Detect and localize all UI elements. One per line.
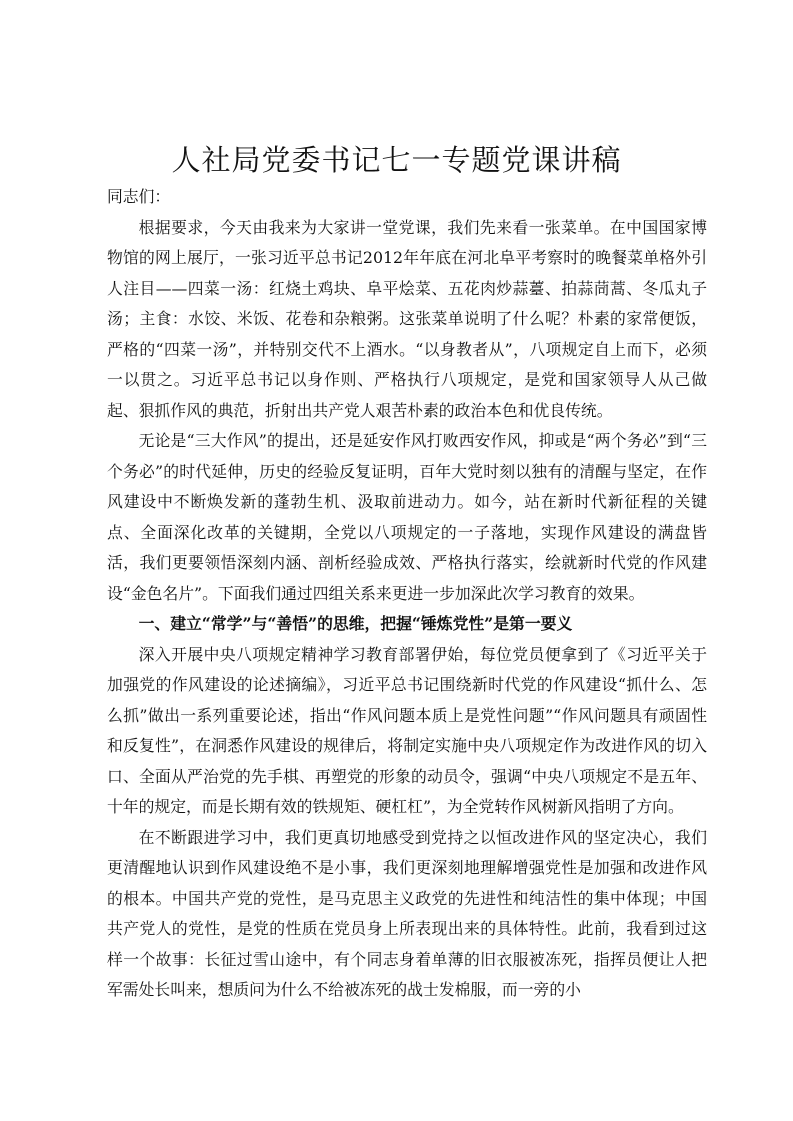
paragraph-intro-menu: 根据要求，今天由我来为大家讲一堂党课，我们先来看一张菜单。在中国国家博物馆的网上展厅，一张习近平总书记2012年年底在河北阜平考察时的晚餐菜单格外引人注目——四菜一汤：红烧土鸡块、阜平烩菜、五花肉炒蒜薹、拍蒜茼蒿、冬瓜丸子汤；主食：水饺、米饭、花卷和杂粮粥。这张菜单说明了什么呢？朴素的家常便饭，严格的“四菜一汤”，并特别交代不上酒水。“以身教者从”，八项规定自上而下，必须一以贯之。习近平总书记以身作则、严格执行八项规定，是党和国家领导人从己做起、狠抓作风的典范，折射出共产党人艰苦朴素的政治本色和优良传统。: [107, 217, 707, 420]
paragraph-party-spirit: 在不断跟进学习中，我们更真切地感受到党持之以恒改进作风的坚定决心，我们更清醒地认识到作风建设绝不是小事，我们更深刻地理解增强党性是加强和改进作风的根本。中国共产党的党性，是马克思主义政党的先进性和纯洁性的集中体现；中国共产党人的党性，是党的性质在党员身上所表现出来的具体特性。此前，我看到过这样一个故事：长征过雪山途中，有个同志身着单薄的旧衣服被冻死，指挥员便让人把军需处长叫来，想质问为什么不给被冻死的战士发棉服，而一旁的小: [107, 827, 707, 999]
paragraph-history-of-style: 无论是“三大作风”的提出，还是延安作风打败西安作风，抑或是“两个务必”到“三个务必”的时代延伸，历史的经验反复证明，百年大党时刻以独有的清醒与坚定，在作风建设中不断焕发新的蓬勃生机、汲取前进动力。如今，站在新时代新征程的关键点、全面深化改革的关键期，全党以八项规定的一子落地，实现作风建设的满盘皆活，我们更要领悟深刻内涵、剖析经验成效、严格执行落实，绘就新时代党的作风建设“金色名片”。下面我们通过四组关系来更进一步加深此次学习教育的效果。: [107, 431, 707, 603]
section-heading-1: 一、建立“常学”与“善悟”的思维，把握“锤炼党性”是第一要义: [138, 614, 573, 633]
salutation: 同志们：: [107, 187, 171, 206]
document-title: 人社局党委书记七一专题党课讲稿: [171, 143, 622, 177]
document-body: [107, 182, 707, 1006]
paragraph-study-summary: 深入开展中央八项规定精神学习教育部署伊始，每位党员便拿到了《习近平关于加强党的作风建设的论述摘编》，习近平总书记围绕新时代党的作风建设“抓什么、怎么抓”做出一系列重要论述，指出“作风问题本质上是党性问题”“作风问题具有顽固性和反复性”，在洞悉作风建设的规律后，将制定实施中央八项规定作为改进作风的切入口、全面从严治党的先手棋、再塑党的形象的动员令，强调“中央八项规定不是五年、十年的规定，而是长期有效的铁规矩、硬杠杠”，为全党转作风树新风指明了方向。: [107, 644, 707, 816]
